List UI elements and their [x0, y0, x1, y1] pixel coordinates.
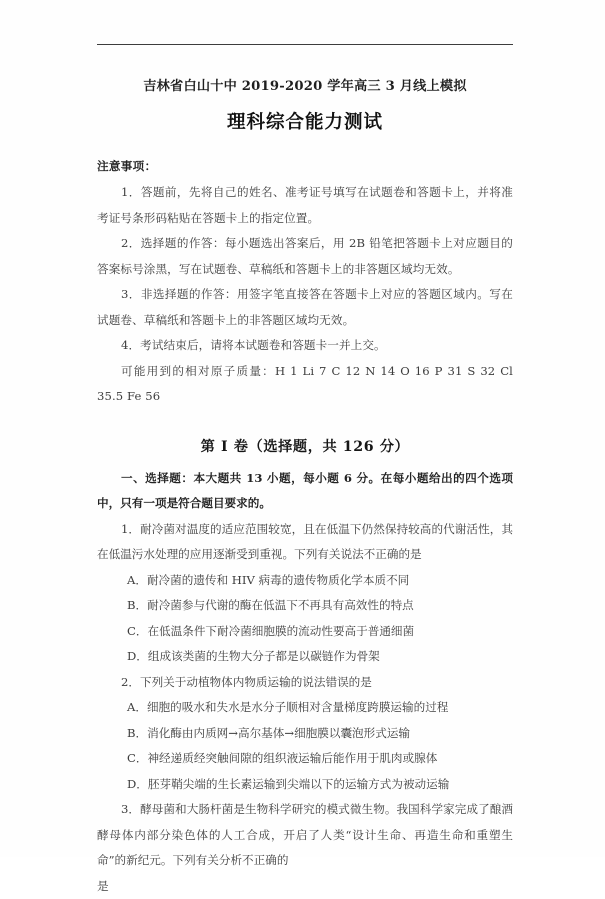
section-title-paper-one: 第 I 卷（选择题，共 126 分） — [200, 438, 410, 455]
header-divider-rule — [97, 44, 513, 45]
question-1-option-b[interactable]: B．耐冷菌参与代谢的酶在低温下不再具有高效性的特点 — [127, 598, 414, 613]
question-1-option-c[interactable]: C．在低温条件下耐冷菌细胞膜的流动性要高于普通细菌 — [127, 623, 415, 638]
question-1 — [97, 517, 513, 670]
question-1-stem: 1．耐冷菌对温度的适应范围较宽，且在低温下仍然保持较高的代谢活性，其在低温污水处理的应用逐渐受到重视。下列有关说法不正确的是 — [97, 521, 513, 562]
question-2-option-b[interactable]: B．消化酶由内质网→高尔基体→细胞膜以囊泡形式运输 — [127, 725, 411, 740]
question-2-stem: 2．下列关于动植物体内物质运输的说法错误的是 — [121, 674, 372, 689]
question-1-option-d[interactable]: D．组成该类菌的生物大分子都是以碳链作为骨架 — [127, 649, 380, 664]
question-2 — [97, 670, 513, 798]
question-2-option-a[interactable]: A．细胞的吸水和失水是水分子顺相对含量梯度跨膜运输的过程 — [127, 700, 449, 715]
notice-item-1: 1．答题前，先将自己的姓名、准考证号填写在试题卷和答题卡上，并将准考证号条形码粘贴在答题卡上的指定位置。 — [97, 185, 513, 225]
notice-item-4: 4．考试结束后，请将本试题卷和答题卡一并上交。 — [121, 338, 386, 353]
section-instruction: 一、选择题：本大题共 13 小题，每小题 6 分。在每小题给出的四个选项中，只有一项是符合题目要求的。 — [97, 470, 513, 511]
question-1-option-a[interactable]: A．耐冷菌的遗传和 HIV 病毒的遗传物质化学本质不同 — [127, 572, 410, 587]
question-3 — [97, 797, 513, 899]
exam-title: 理科综合能力测试 — [226, 112, 383, 134]
question-3-stem-continuation: 是 — [97, 878, 109, 893]
question-3-stem: 3．酵母菌和大肠杆菌是生物科学研究的模式微生物。我国科学家完成了酿酒酵母体内部分染色体的人工合成，开启了人类“设计生命、再造生命和重塑生命”的新纪元。下列有关分析不正确的 — [97, 802, 513, 868]
document-content — [97, 78, 513, 899]
notice-heading: 注意事项： — [97, 159, 157, 174]
exam-subtitle: 吉林省白山十中 2019-2020 学年高三 3 月线上模拟 — [143, 79, 467, 94]
question-2-option-c[interactable]: C．神经递质经突触间隙的组织液运输后能作用于肌肉或腺体 — [127, 751, 438, 766]
question-2-option-d[interactable]: D．胚芽鞘尖端的生长素运输到尖端以下的运输方式为被动运输 — [127, 776, 450, 791]
notice-item-2: 2．选择题的作答：每小题选出答案后，用 2B 铅笔把答题卡上对应题目的答案标号涂黑，写在试题卷、草稿纸和答题卡上的非答题区域均无效。 — [97, 236, 513, 276]
atomic-mass-note: 可能用到的相对原子质量：H 1 Li 7 C 12 N 14 O 16 P 31 S 32 Cl 35.5 Fe 56 — [97, 363, 513, 404]
notice-item-3: 3．非选择题的作答：用签字笔直接答在答题卡上对应的答题区域内。写在试题卷、草稿纸和答题卡上的非答题区域均无效。 — [97, 287, 513, 327]
